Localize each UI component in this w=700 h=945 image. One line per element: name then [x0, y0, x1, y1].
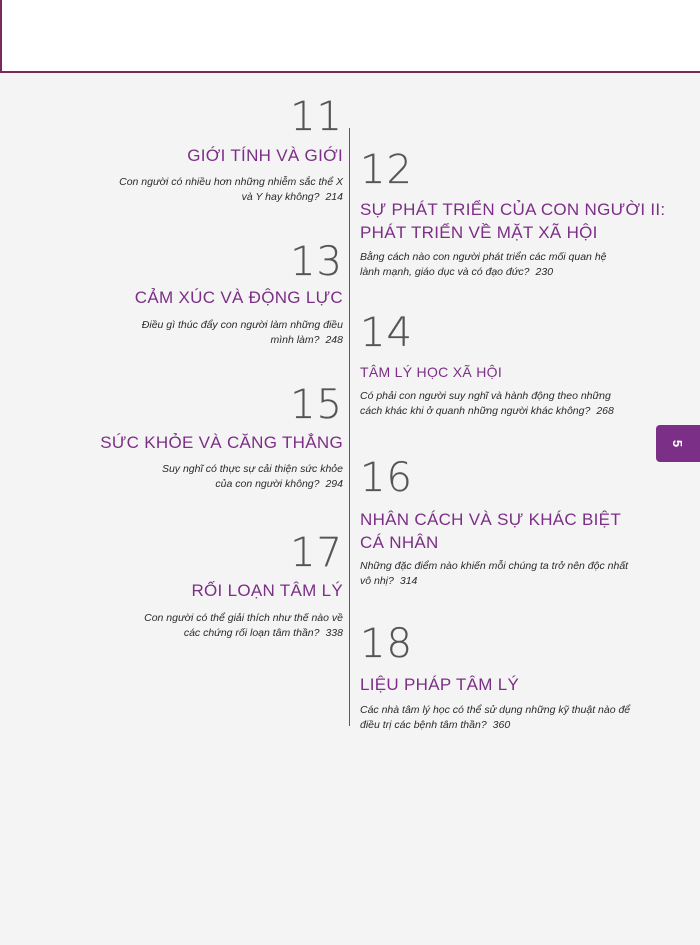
chapter-number: 16 — [360, 455, 413, 501]
chapter-description: Con người có thể giải thích như thế nào về các chứng rối loạn tâm thần? 338 — [144, 612, 343, 639]
chapter-title: NHÂN CÁCH VÀ SỰ KHÁC BIỆT CÁ NHÂN — [360, 510, 622, 552]
chapter-number: 15 — [290, 382, 343, 428]
chapter-12[interactable] — [360, 147, 666, 280]
page-number: 214 — [325, 191, 343, 203]
page-number: 268 — [596, 405, 614, 417]
chapter-17[interactable] — [144, 530, 343, 641]
chapter-15[interactable] — [100, 382, 343, 492]
chapter-title: SỰ PHÁT TRIỂN CỦA CON NGƯỜI II: PHÁT TRIỂN VỀ MẶT XÃ HỘI — [360, 200, 666, 242]
chapter-description: Suy nghĩ có thực sự cải thiện sức khỏe của con người không? 294 — [161, 463, 343, 490]
page-number: 230 — [535, 266, 554, 278]
chapter-title: TÂM LÝ HỌC XÃ HỘI — [360, 364, 503, 380]
column-divider — [349, 128, 350, 726]
chapter-description: Con người có nhiều hơn những nhiễm sắc thể X và Y hay không? 214 — [119, 176, 343, 203]
chapter-16[interactable] — [360, 455, 629, 589]
chapter-14[interactable] — [360, 310, 614, 419]
chapter-title: SỨC KHỎE VÀ CĂNG THẲNG — [100, 433, 343, 452]
page-number: 360 — [492, 719, 511, 731]
page-number: 338 — [325, 627, 343, 639]
chapter-13[interactable] — [134, 239, 343, 348]
page-number: 294 — [325, 478, 343, 490]
chapter-description: Điều gì thúc đẩy con người làm những điều mình làm? 248 — [141, 319, 343, 346]
page-number: 248 — [325, 334, 343, 346]
chapter-number: 12 — [360, 147, 413, 193]
chapter-description: Các nhà tâm lý học có thể sử dụng những kỹ thuật nào để điều trị các bệnh tâm thần? 360 — [360, 704, 631, 731]
chapter-number: 18 — [360, 621, 413, 667]
chapter-description: Có phải con người suy nghĩ và hành động theo những cách khác khi ở quanh những người khác không? 268 — [360, 390, 614, 417]
chapter-title: RỐI LOẠN TÂM LÝ — [191, 581, 343, 600]
chapter-number: 14 — [360, 310, 413, 356]
chapter-number: 13 — [290, 239, 343, 285]
chapter-number: 17 — [290, 530, 343, 576]
chapter-number: 11 — [290, 94, 343, 140]
section-tab[interactable] — [656, 425, 700, 462]
chapter-title: CẢM XÚC VÀ ĐỘNG LỰC — [134, 288, 343, 307]
chapter-description: Những đặc điểm nào khiến mỗi chúng ta trở nên độc nhất vô nhị? 314 — [360, 560, 629, 587]
chapter-title: LIỆU PHÁP TÂM LÝ — [360, 675, 520, 694]
header-band — [0, 0, 700, 73]
page-number: 314 — [399, 575, 418, 587]
chapter-11[interactable] — [119, 94, 343, 205]
chapter-title: GIỚI TÍNH VÀ GIỚI — [187, 146, 343, 165]
section-tab-label: 5 — [670, 439, 686, 448]
chapter-description: Bằng cách nào con người phát triển các mối quan hệ lành mạnh, giáo dục và có đạo đức? 230 — [360, 251, 607, 278]
chapter-18[interactable] — [360, 621, 631, 733]
